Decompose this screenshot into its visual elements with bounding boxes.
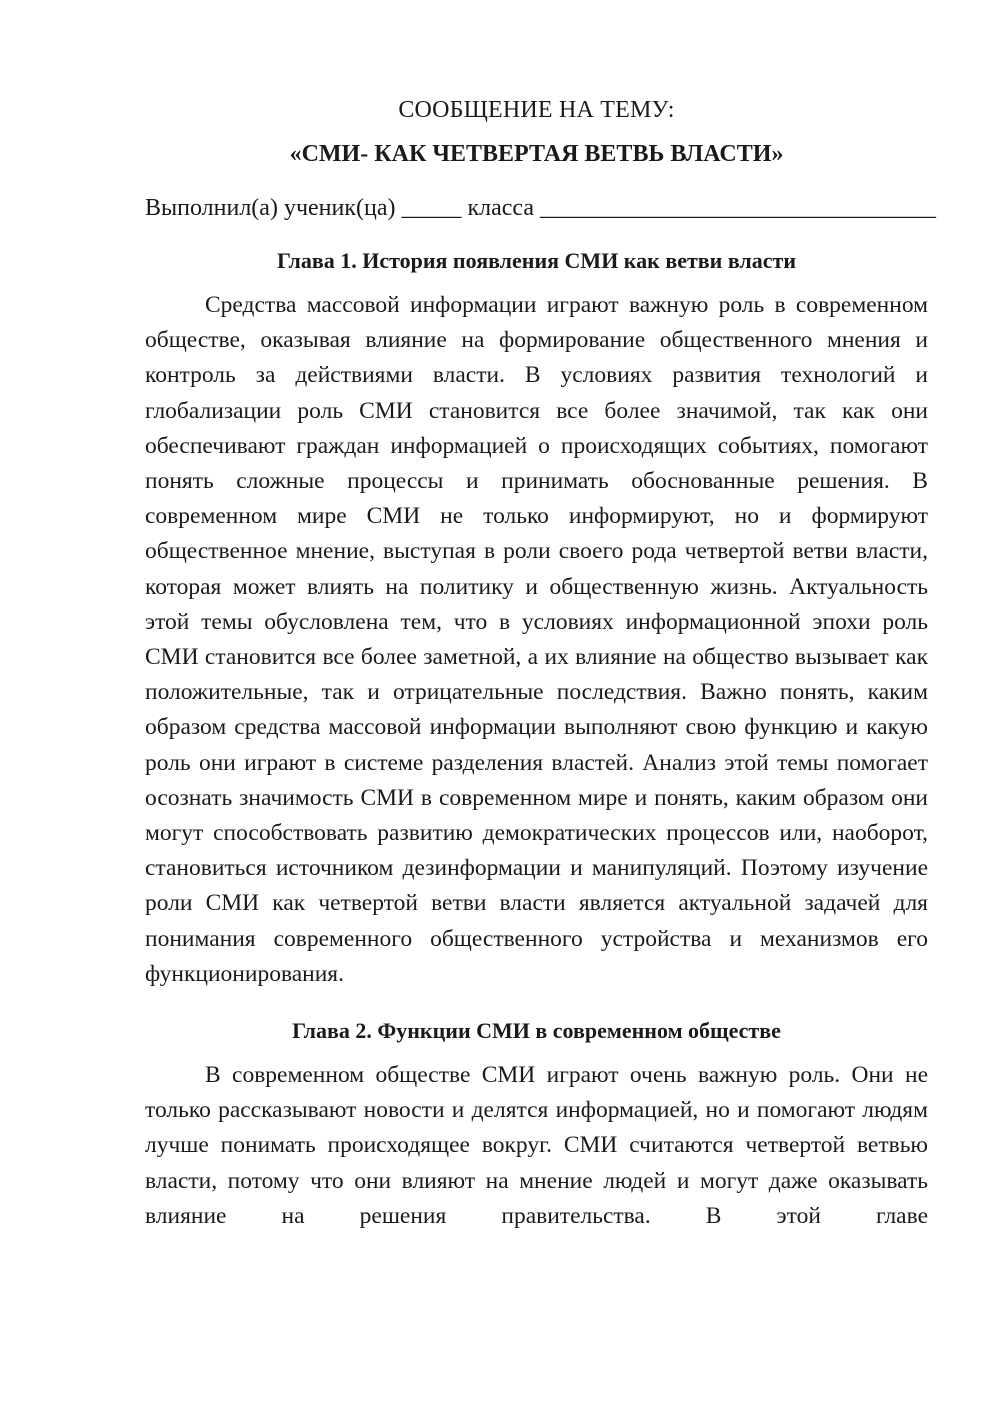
document-kind: СООБЩЕНИЕ НА ТЕМУ: — [398, 97, 675, 123]
chapter-2-paragraph: В современном обществе СМИ играют очень важную роль. Они не только рассказывают новости и делятся информацией, но и помогают людям лучше понимать происходящее вокруг. СМИ считаются четвертой ветвью власти, потому что они влияют на мнение людей и могут даже оказывать влияние на решения правительства. В этой главе — [145, 1062, 928, 1229]
chapter-2-heading: Глава 2. Функции СМИ в современном обществе — [292, 1018, 781, 1044]
document-title: «СМИ- КАК ЧЕТВЕРТАЯ ВЕТВЬ ВЛАСТИ» — [289, 141, 784, 167]
chapter-1-heading: Глава 1. История появления СМИ как ветви власти — [276, 248, 797, 273]
student-info-line: Выполнил(а) ученик(ца) _____ класса _________________________________ — [145, 195, 937, 221]
chapter-1-paragraph: Средства массовой информации играют важную роль в современном обществе, оказывая влияние на формирование общественного мнения и контроль за действиями власти. В условиях развития технологий и глобализации роль СМИ становится все более значимой, так как они обеспечивают граждан информацией о происходящих событиях, помогают понять сложные процессы и принимать обоснованные решения. В современном мире СМИ не только информируют, но и формируют общественное мнение, выступая в роли своего рода четвертой ветви власти, которая может влиять на политику и общественную жизнь. Актуальность этой темы обусловлена тем, что в условиях информационной эпохи роль СМИ становится все более заметной, а их влияние на общество вызывает как положительные, так и отрицательные последствия. Важно понять, каким образом средства массовой информации выполняют свою функцию и какую роль они играют в системе разделения властей. Анализ этой темы помогает осознать значимость СМИ в современном мире и понять, каким образом они могут способствовать развитию демократических процессов или, наоборот, становиться источником дезинформации и манипуляций. Поэтому изучение роли СМИ как четвертой ветви власти является актуальной задачей для понимания современного общественного устройства и механизмов его функционирования. — [145, 292, 928, 987]
document-page — [145, 92, 937, 1234]
